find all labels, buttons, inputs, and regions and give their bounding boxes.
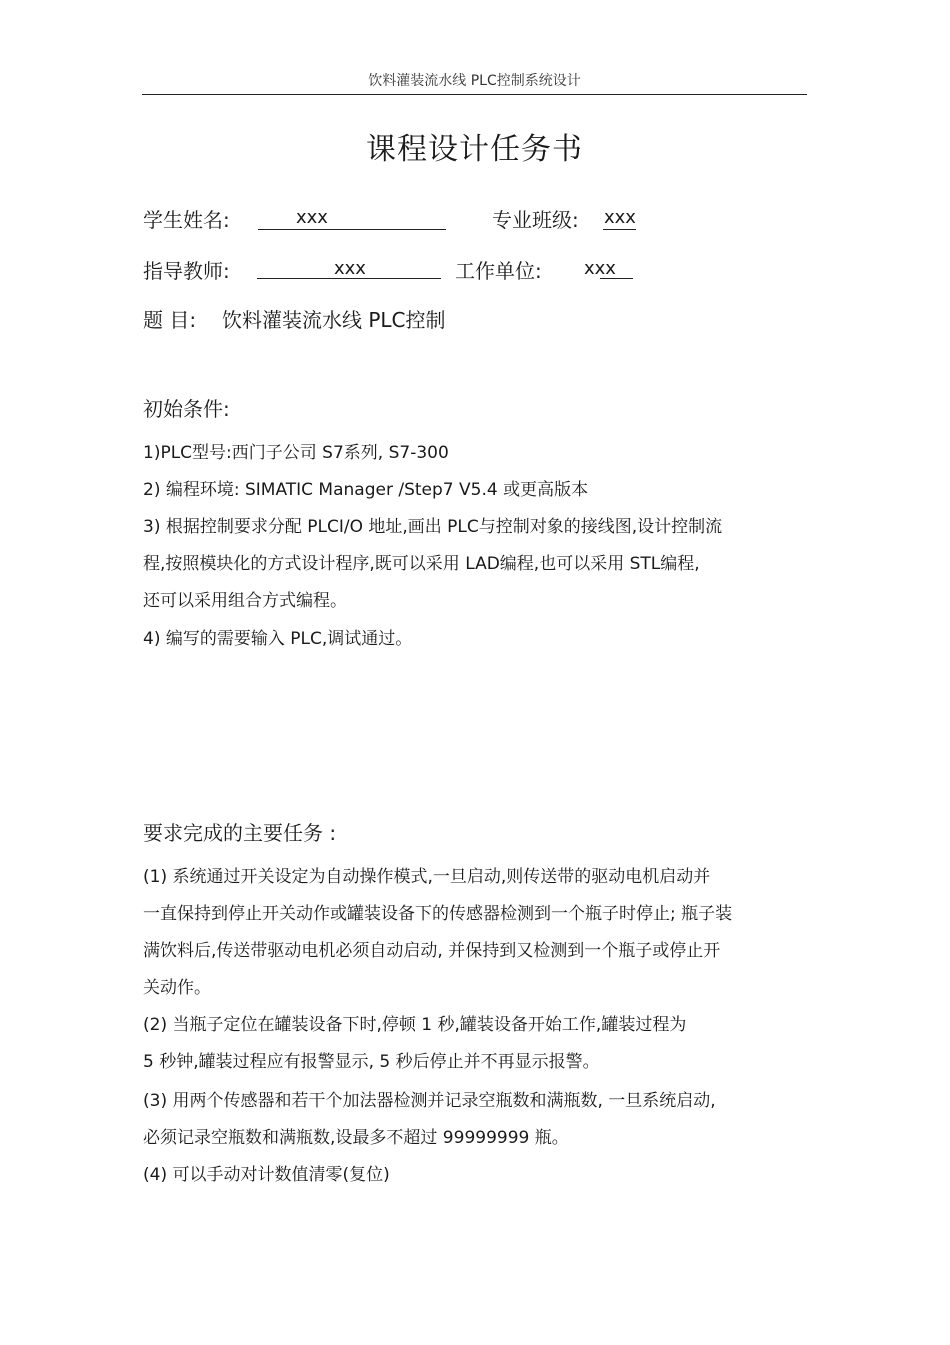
- unit-value: xxx: [584, 258, 616, 279]
- page-header: 饮料灌装流水线 PLC控制系统设计: [368, 73, 581, 89]
- task-line-3: 满饮料后,传送带驱动电机必须自动启动, 并保持到又检测到一个瓶子或停止开: [143, 941, 721, 961]
- condition-line-3: 3) 根据控制要求分配 PLCI/O 地址,画出 PLC与控制对象的接线图,设计控制流: [143, 517, 723, 537]
- topic-label: 题 目:: [143, 308, 197, 332]
- student-name-label: 学生姓名:: [143, 208, 230, 232]
- advisor-value: xxx: [334, 258, 366, 279]
- task-line-5: (2) 当瓶子定位在罐装设备下时,停顿 1 秒,罐装设备开始工作,罐装过程为: [143, 1015, 687, 1035]
- task-line-4: 关动作。: [143, 978, 211, 998]
- task-line-8: 必须记录空瓶数和满瓶数,设最多不超过 99999999 瓶。: [143, 1128, 569, 1148]
- condition-line-4: 程,按照模块化的方式设计程序,既可以采用 LAD编程,也可以采用 STL编程,: [143, 554, 700, 574]
- condition-line-6: 4) 编写的需要输入 PLC,调试通过。: [143, 629, 413, 649]
- unit-label: 工作单位:: [455, 259, 542, 283]
- task-line-9: (4) 可以手动对计数值清零(复位): [143, 1165, 390, 1185]
- student-name-underline: [258, 229, 446, 230]
- header-divider: [142, 94, 807, 95]
- class-label: 专业班级:: [492, 208, 579, 232]
- condition-line-5: 还可以采用组合方式编程。: [143, 591, 347, 611]
- task-line-1: (1) 系统通过开关设定为自动操作模式,一旦启动,则传送带的驱动电机启动并: [143, 867, 711, 887]
- condition-line-2: 2) 编程环境: SIMATIC Manager /Step7 V5.4 或更高版本: [143, 480, 589, 500]
- condition-line-1: 1)PLC型号:西门子公司 S7系列, S7-300: [143, 443, 449, 463]
- document-title: 课程设计任务书: [366, 132, 583, 167]
- advisor-label: 指导教师:: [143, 259, 230, 283]
- initial-conditions-heading: 初始条件:: [143, 397, 230, 421]
- advisor-underline: [257, 278, 441, 279]
- task-line-7: (3) 用两个传感器和若干个加法器检测并记录空瓶数和满瓶数, 一旦系统启动,: [143, 1091, 716, 1111]
- class-value: xxx: [604, 207, 636, 228]
- class-underline: [603, 229, 636, 230]
- unit-underline: [600, 278, 633, 279]
- task-line-6: 5 秒钟,罐装过程应有报警显示, 5 秒后停止并不再显示报警。: [143, 1052, 600, 1072]
- topic-value: 饮料灌装流水线 PLC控制: [222, 308, 446, 332]
- main-tasks-heading: 要求完成的主要任务 :: [143, 821, 337, 845]
- task-line-2: 一直保持到停止开关动作或罐装设备下的传感器检测到一个瓶子时停止; 瓶子装: [143, 904, 733, 924]
- student-name-value: xxx: [296, 207, 328, 228]
